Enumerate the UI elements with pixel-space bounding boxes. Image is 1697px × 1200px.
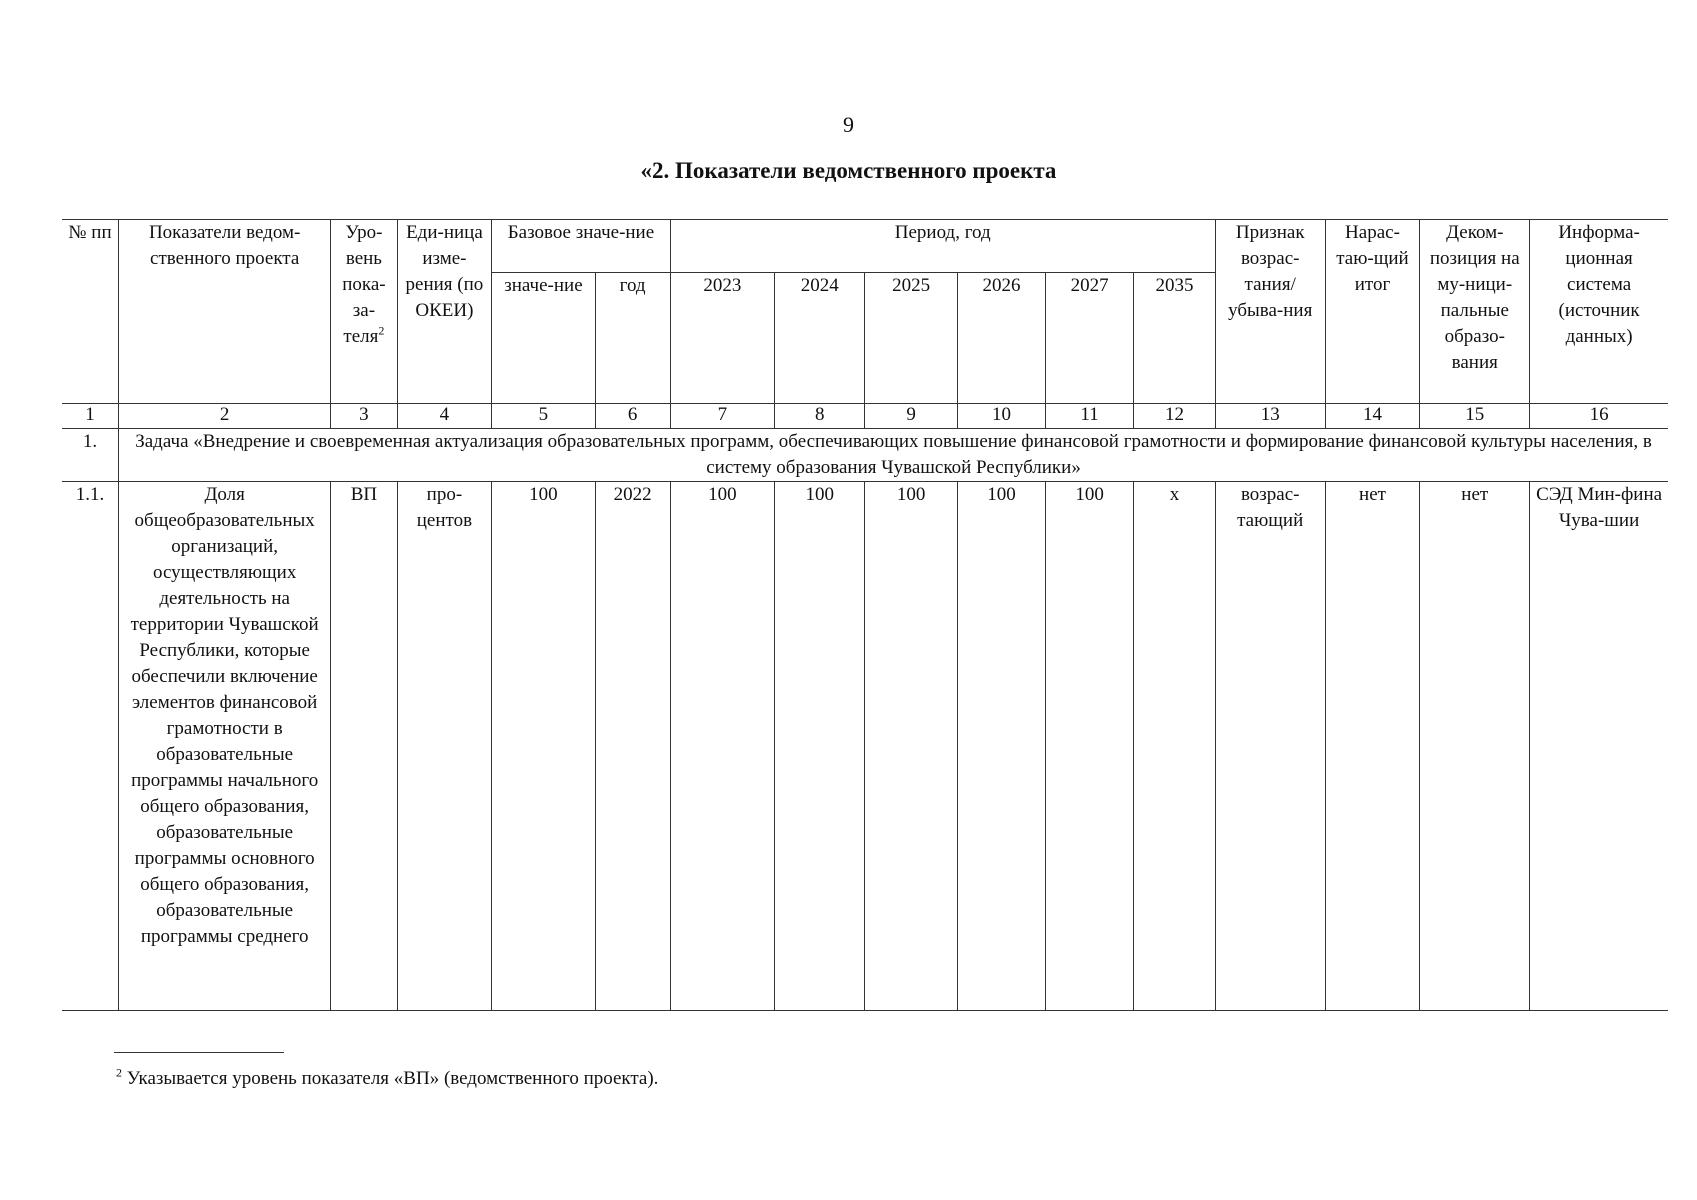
header-num: № пп [62,220,119,404]
header-unit: Еди-ница изме-рения (по ОКЕИ) [397,220,492,404]
header-base-val: значе-ние [492,273,595,404]
indicators-table [62,219,1668,1011]
row-base-value: 100 [492,482,595,1011]
header-decomposition: Деком-позиция на му-ници-пальные образо-вания [1420,220,1530,404]
header-cumulative: Нарас-таю-щий итог [1325,220,1420,404]
row-value-2024: 100 [775,482,865,1011]
header-year-2023: 2023 [670,273,774,404]
section-title: «2. Показатели ведомственного проекта [640,158,1057,183]
column-number: 2 [119,404,331,429]
row-base-year: 2022 [595,482,670,1011]
row-decomposition: нет [1420,482,1530,1011]
header-year-2024: 2024 [775,273,865,404]
footnote-divider [114,1052,284,1053]
column-number: 3 [331,404,397,429]
column-number: 16 [1530,404,1668,429]
column-number: 5 [492,404,595,429]
row-value-2023: 100 [670,482,774,1011]
header-indicator: Показатели ведом-ственного проекта [119,220,331,404]
header-year-2026: 2026 [957,273,1045,404]
header-base-year: год [595,273,670,404]
column-number: 11 [1046,404,1134,429]
column-number: 13 [1215,404,1325,429]
column-number-row [62,404,1668,429]
footnote-mark: 2 [116,1065,122,1080]
footnote-text: Указывается уровень показателя «ВП» (ведомственного проекта). [126,1068,659,1089]
footnote-ref: 2 [378,323,385,338]
header-trend: Признак возрас-тания/ убыва-ния [1215,220,1325,404]
column-number: 15 [1420,404,1530,429]
row-value-2026: 100 [957,482,1045,1011]
row-num: 1.1. [62,482,119,1011]
header-year-2027: 2027 [1046,273,1134,404]
column-number: 12 [1134,404,1216,429]
header-level: Уро-вень пока-за-теля$^2$ [331,220,397,404]
header-info-system: Информа-ционная система (источник данных) [1530,220,1668,404]
task-text: Задача «Внедрение и своевременная актуализация образовательных программ, обеспечивающих повышение финансовой грамотности и формирование финансовой культуры населения, в систему образования Чувашской Республики» [119,429,1668,482]
column-number: 9 [865,404,957,429]
header-row-1 [62,220,1668,273]
footnote [116,1065,659,1090]
row-trend: возрас-тающий [1215,482,1325,1011]
row-value-2027: 100 [1046,482,1134,1011]
task-num: 1. [62,429,119,482]
row-indicator: Доля общеобразовательных организаций, осуществляющих деятельность на территории Чувашской Республики, которые обеспечили включение элементов финансовой грамотности в образовательные программы начального общего образования, образовательные программы основного общего образования, образовательные программы среднего [119,482,331,1011]
column-number: 10 [957,404,1045,429]
header-year-2025: 2025 [865,273,957,404]
task-row [62,429,1668,482]
column-number: 14 [1325,404,1420,429]
header-period: Период, год [670,220,1215,273]
page-number: 9 [843,112,854,137]
row-value-2025: 100 [865,482,957,1011]
row-level: ВП [331,482,397,1011]
column-number: 1 [62,404,119,429]
table-row [62,482,1668,1011]
column-number: 8 [775,404,865,429]
row-unit: про-центов [397,482,492,1011]
column-number: 7 [670,404,774,429]
header-base-value: Базовое значе-ние [492,220,670,273]
header-year-2035: 2035 [1134,273,1216,404]
row-cumulative: нет [1325,482,1420,1011]
row-value-2035: х [1134,482,1216,1011]
row-info-system: СЭД Мин-фина Чува-шии [1530,482,1668,1011]
column-number: 4 [397,404,492,429]
column-number: 6 [595,404,670,429]
